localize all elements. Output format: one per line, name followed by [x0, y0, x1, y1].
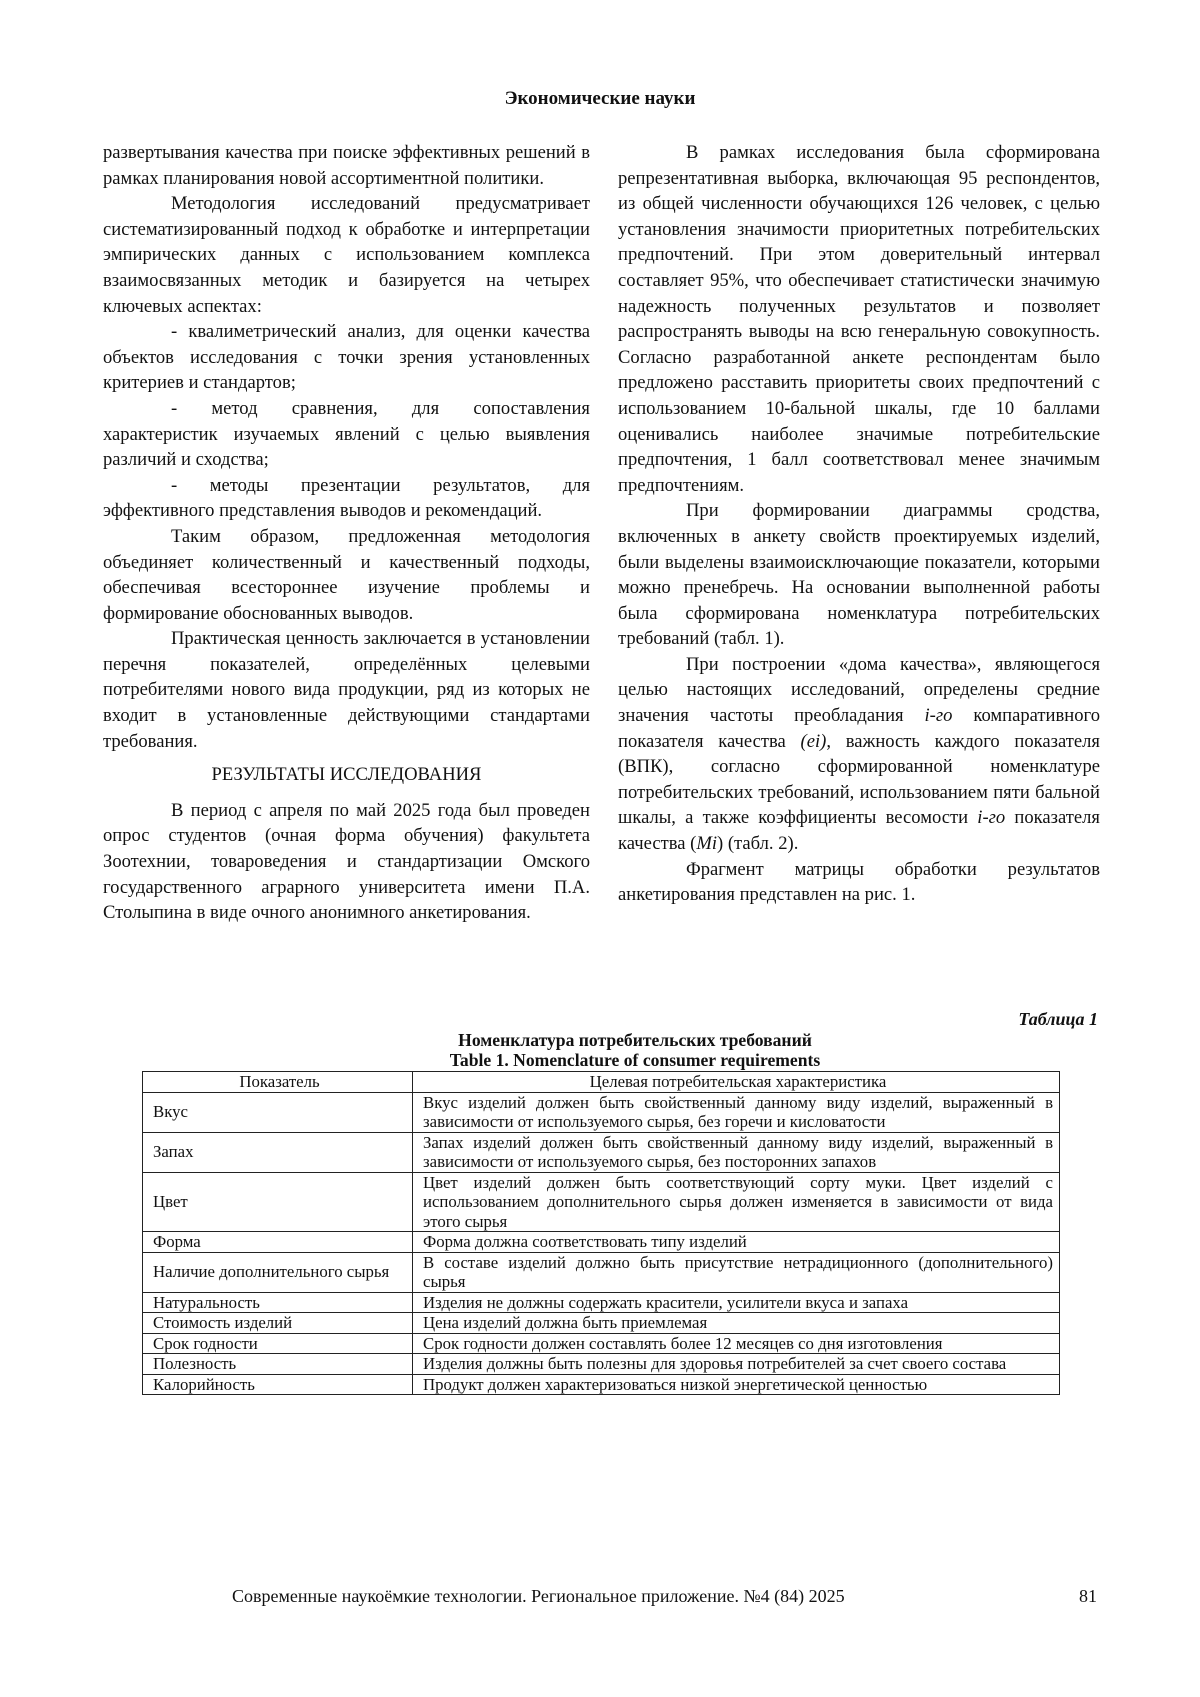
characteristic-cell: Цвет изделий должен быть соответствующий сорту муки. Цвет изделий с использованием дополнительного сырья должен изменяется в зависимости от вида этого сырья: [413, 1172, 1060, 1232]
indicator-cell: Срок годности: [143, 1333, 413, 1354]
left-column: [103, 140, 590, 926]
indicator-cell: Форма: [143, 1232, 413, 1253]
characteristic-cell: Запах изделий должен быть свойственный данному виду изделий, выраженный в зависимости от используемого сырья, без посторонних запахов: [413, 1132, 1060, 1172]
characteristic-cell: Продукт должен характеризоваться низкой энергетической ценностью: [413, 1374, 1060, 1395]
table-row: [143, 1232, 1060, 1253]
results-heading: РЕЗУЛЬТАТЫ ИССЛЕДОВАНИЯ: [211, 764, 482, 786]
table-header-row: [143, 1072, 1060, 1093]
paragraph: Таким образом, предложенная методология объединяет количественный и качественный подходы, обеспечивая всестороннее изучение проблемы и формирование обоснованных выводов.: [103, 525, 590, 624]
paragraph: В рамках исследования была сформирована репрезентативная выборка, включающая 95 респондентов, из общей численности обучающихся 126 человек, с целью установления значимости приоритетных потребительских предпочтений. При этом доверительный интервал составляет 95%, что обеспечивает статистически значимую надежность полученных результатов и позволяет распространять выводы на всю генеральную совокупность. Согласно разработанной анкете респондентам было предложено расставить приоритеты своих предпочтений с использованием 10-бальной шкалы, где 10 баллами оценивались наиболее значимые потребительские предпочтения, 1 балл соответствовал менее значимым предпочтениям.: [618, 142, 1100, 496]
italic-term: Mi: [696, 833, 717, 855]
characteristic-cell: Срок годности должен составлять более 12 месяцев со дня изготовления: [413, 1333, 1060, 1354]
italic-term: i-го: [924, 705, 953, 727]
table-row: [143, 1252, 1060, 1292]
table-row: [143, 1313, 1060, 1334]
indicator-cell: Стоимость изделий: [143, 1313, 413, 1334]
text-run: При построении «дома качества», являющегося целью настоящих исследований, определены средние значения частоты преобладания: [618, 653, 1100, 727]
journal-footer: Современные наукоёмкие технологии. Региональное приложение. №4 (84) 2025: [232, 1586, 845, 1606]
table-row: [143, 1333, 1060, 1354]
paragraph: Практическая ценность заключается в установлении перечня показателей, определённых целевыми потребителями нового вида продукции, ряд из которых не входит в установленные действующими стандартами требования.: [103, 628, 590, 752]
text-run: , важность каждого показателя (ВПК), согласно сформированной номенклатуре потребительских требований, использованием пяти бальной шкалы, а также коэффициенты весомости: [618, 730, 1100, 829]
characteristic-cell: Цена изделий должна быть приемлемая: [413, 1313, 1060, 1334]
right-column: [618, 140, 1100, 908]
nomenclature-table: [142, 1071, 1060, 1395]
italic-term: i-го: [977, 807, 1006, 829]
table-row: [143, 1354, 1060, 1375]
table-label: Таблица 1: [1018, 1009, 1098, 1029]
table-row: [143, 1292, 1060, 1313]
paragraph: В период с апреля по май 2025 года был проведен опрос студентов (очная форма обучения) факультета Зоотехнии, товароведения и стандартизации Омского государственного аграрного университета имени П.А. Столыпина в виде очного анонимного анкетирования.: [103, 799, 590, 924]
table-row: [143, 1132, 1060, 1172]
paragraph: [618, 652, 1100, 857]
characteristic-cell: Изделия должны быть полезны для здоровья потребителей за счет своего состава: [413, 1354, 1060, 1375]
indicator-cell: Вкус: [143, 1092, 413, 1132]
table-row: [143, 1092, 1060, 1132]
section-title: Экономические науки: [504, 88, 696, 109]
indicator-cell: Полезность: [143, 1354, 413, 1375]
text-run: компаративного показателя качества: [618, 705, 1100, 752]
list-item: - квалиметрический анализ, для оценки качества объектов исследования с точки зрения установленных критериев и стандартов;: [103, 321, 590, 394]
characteristic-cell: Вкус изделий должен быть свойственный данному виду изделий, выраженный в зависимости от используемого сырья, без горечи и кисловатости: [413, 1092, 1060, 1132]
characteristic-cell: В составе изделий должно быть присутствие нетрадиционного (дополнительного) сырья: [413, 1252, 1060, 1292]
indicator-cell: Натуральность: [143, 1292, 413, 1313]
table-title-ru: Номенклатура потребительских требований: [458, 1030, 812, 1050]
text-run: ) (табл. 2).: [717, 833, 799, 855]
paragraph: При формировании диаграммы сродства, включенных в анкету свойств проектируемых изделий, были выделены взаимоисключающие показатели, которыми можно пренебречь. На основании выполненной работы была сформирована номенклатура потребительских требований (табл. 1).: [618, 500, 1100, 650]
table-title-en: Table 1. Nomenclature of consumer requirements: [449, 1050, 821, 1070]
characteristic-cell: Изделия не должны содержать красители, усилители вкуса и запаха: [413, 1292, 1060, 1313]
table-row: [143, 1374, 1060, 1395]
page-number: 81: [1079, 1586, 1097, 1606]
indicator-cell: Цвет: [143, 1172, 413, 1232]
list-item: - метод сравнения, для сопоставления характеристик изучаемых явлений с целью выявления различий и сходства;: [103, 397, 590, 471]
characteristic-cell: Форма должна соответствовать типу изделий: [413, 1232, 1060, 1253]
paragraph: Фрагмент матрицы обработки результатов анкетирования представлен на рис. 1.: [618, 858, 1100, 906]
paragraph: Методология исследований предусматривает систематизированный подход к обработке и интерпретации эмпирических данных с использованием комплекса взаимосвязанных методик и базируется на четырех ключевых аспектах:: [103, 193, 590, 317]
indicator-cell: Наличие дополнительного сырья: [143, 1252, 413, 1292]
column-header: Показатель: [143, 1072, 413, 1093]
list-item: - методы презентации результатов, для эффективного представления выводов и рекомендаций.: [103, 474, 590, 522]
column-header: Целевая потребительская характеристика: [413, 1072, 1060, 1093]
table-row: [143, 1172, 1060, 1232]
indicator-cell: Запах: [143, 1132, 413, 1172]
italic-term: (ei): [800, 730, 827, 752]
paragraph: развертывания качества при поиске эффективных решений в рамках планирования новой ассортиментной политики.: [103, 142, 590, 189]
indicator-cell: Калорийность: [143, 1374, 413, 1395]
text-run: показателя качества (: [618, 807, 1100, 855]
